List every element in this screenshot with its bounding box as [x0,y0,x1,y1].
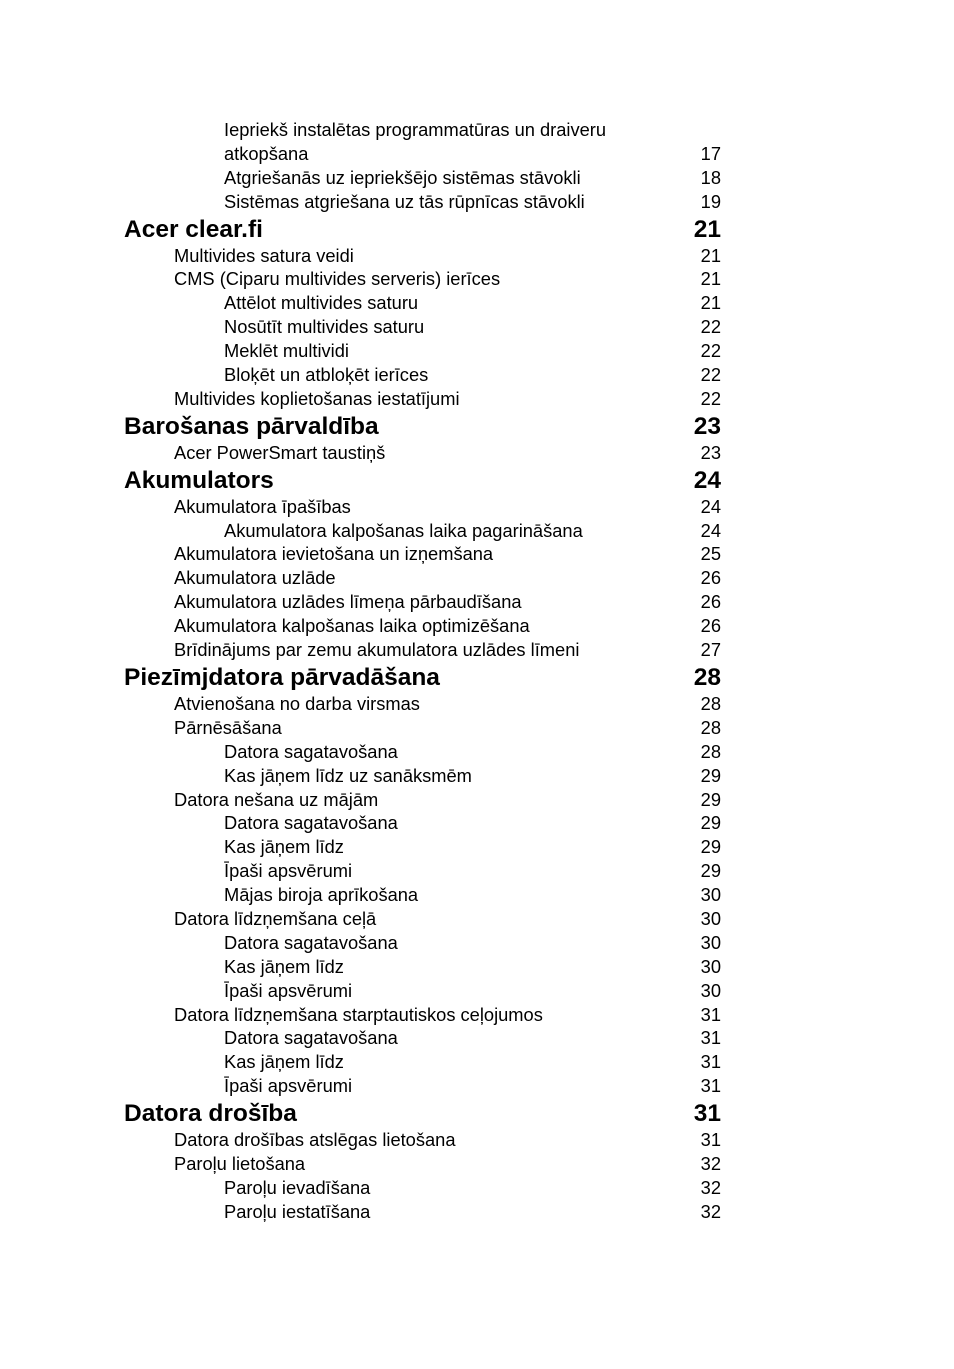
toc-entry[interactable] [0,931,954,955]
toc-entry-title: Datora sagatavošana [224,1027,398,1049]
toc-page-number: 19 [700,190,721,212]
toc-entry[interactable] [0,811,954,835]
toc-entry[interactable] [0,740,954,764]
toc-chapter-entry[interactable] [0,1099,954,1128]
toc-page-number: 23 [693,412,721,440]
toc-entry-title: Datora līdzņemšana starptautiskos ceļojumos [174,1003,543,1025]
toc-entry[interactable] [0,190,954,214]
toc-entry-title: Akumulatora uzlādes līmeņa pārbaudīšana [174,591,522,613]
toc-entry-title: Nosūtīt multivides saturu [224,316,425,338]
table-of-contents [0,118,954,1224]
toc-chapter-entry[interactable] [0,215,954,244]
toc-page-number: 28 [700,740,721,762]
toc-page-number: 26 [700,591,721,613]
toc-page-number: 25 [700,543,721,565]
toc-entry-title: Bloķēt un atbloķēt ierīces [224,364,429,386]
toc-page-number: 26 [700,567,721,589]
toc-page-number: 21 [700,268,721,290]
toc-entry-title: Kas jāņem līdz [224,955,344,977]
toc-chapter-entry[interactable] [0,663,954,692]
toc-entry-title: Kas jāņem līdz uz sanāksmēm [224,764,472,786]
toc-entry[interactable] [0,1176,954,1200]
toc-entry[interactable] [0,1074,954,1098]
toc-entry-title: Atvienošana no darba virsmas [174,692,420,714]
toc-entry-title: Meklēt multividi [224,340,349,362]
toc-page-number: 28 [700,716,721,738]
toc-entry[interactable] [0,267,954,291]
toc-entry-title: Datora sagatavošana [224,812,398,834]
toc-page-number: 21 [700,292,721,314]
toc-entry-title: Paroļu iestatīšana [224,1200,371,1222]
toc-entry-title: Datora sagatavošana [224,740,398,762]
toc-entry[interactable] [0,1003,954,1027]
toc-page-number: 31 [700,1051,721,1073]
toc-page-number: 29 [700,860,721,882]
toc-entry[interactable] [0,291,954,315]
toc-page-number: 24 [700,495,721,517]
toc-page-number: 17 [700,142,721,164]
toc-entry-title: Kas jāņem līdz [224,1051,344,1073]
toc-entry-title: Datora drošības atslēgas lietošana [174,1129,456,1151]
toc-entry-title: Datora līdzņemšana ceļā [174,907,377,929]
toc-entry[interactable] [0,1128,954,1152]
toc-entry[interactable] [0,315,954,339]
toc-entry[interactable] [0,339,954,363]
toc-entry-title: Kas jāņem līdz [224,836,344,858]
toc-entry[interactable] [0,692,954,716]
toc-entry-title: Akumulatora kalpošanas laika pagarināšana [224,519,583,541]
toc-entry-title: Datora sagatavošana [224,931,398,953]
toc-page-number: 22 [700,364,721,386]
toc-page-number: 26 [700,615,721,637]
toc-entry[interactable] [0,542,954,566]
toc-entry-title: Īpaši apsvērumi [224,1075,353,1097]
toc-entry[interactable] [0,244,954,268]
toc-entry[interactable] [0,387,954,411]
toc-entry[interactable] [0,955,954,979]
toc-entry[interactable] [0,166,954,190]
toc-page-number: 29 [700,812,721,834]
toc-page-number: 30 [700,931,721,953]
toc-entry[interactable] [0,590,954,614]
toc-entry[interactable] [0,859,954,883]
toc-page-number: 31 [700,1027,721,1049]
toc-entry[interactable] [0,835,954,859]
toc-entry-title: Akumulators [124,466,274,494]
toc-page-number: 21 [693,215,721,243]
toc-page-number: 31 [700,1129,721,1151]
toc-entry-title: Iepriekš instalētas programmatūras un draiveru atkopšana [224,119,607,164]
toc-page-number: 32 [700,1152,721,1174]
toc-page-number: 21 [700,244,721,266]
toc-entry[interactable] [0,764,954,788]
toc-page-number: 29 [700,764,721,786]
toc-entry-title: Multivides koplietošanas iestatījumi [174,387,460,409]
toc-entry-title: Acer clear.fi [124,215,263,243]
toc-entry[interactable] [0,1200,954,1224]
toc-entry[interactable] [0,716,954,740]
toc-entry-title: Datora nešana uz mājām [174,788,379,810]
toc-entry[interactable] [0,883,954,907]
toc-page-number: 22 [700,340,721,362]
toc-entry-title: Brīdinājums par zemu akumulatora uzlādes līmeni [174,639,580,661]
toc-entry-title: Īpaši apsvērumi [224,979,353,1001]
toc-entry[interactable] [0,1050,954,1074]
toc-entry[interactable] [0,495,954,519]
toc-page-number: 30 [700,955,721,977]
toc-entry[interactable] [0,907,954,931]
toc-entry-title: Piezīmjdatora pārvadāšana [124,663,440,691]
toc-entry[interactable] [0,566,954,590]
toc-entry-title: Akumulatora īpašības [174,495,351,517]
toc-entry-title: Mājas biroja aprīkošana [224,884,419,906]
toc-page-number: 28 [700,692,721,714]
toc-chapter-entry[interactable] [0,412,954,441]
toc-entry[interactable] [0,614,954,638]
toc-page-number: 30 [700,907,721,929]
toc-page-number: 32 [700,1176,721,1198]
toc-entry-title: Sistēmas atgriešana uz tās rūpnīcas stāvokli [224,190,585,212]
toc-page-number: 22 [700,387,721,409]
toc-entry[interactable] [0,638,954,662]
toc-entry[interactable] [0,118,954,166]
toc-page-number: 18 [700,166,721,188]
toc-entry-title: Paroļu lietošana [174,1152,306,1174]
toc-entry[interactable] [0,519,954,543]
toc-entry[interactable] [0,1026,954,1050]
toc-page-number: 22 [700,316,721,338]
toc-page-number: 29 [700,788,721,810]
toc-entry-title: Pārnēsāšana [174,716,282,738]
toc-chapter-entry[interactable] [0,466,954,495]
toc-page-number: 32 [700,1200,721,1222]
toc-entry-title: Īpaši apsvērumi [224,860,353,882]
toc-entry[interactable] [0,363,954,387]
toc-page-number: 31 [700,1075,721,1097]
toc-entry-title: Attēlot multivides saturu [224,292,419,314]
toc-entry-title: Akumulatora kalpošanas laika optimizēšana [174,615,530,637]
toc-page-number: 27 [700,639,721,661]
toc-page-number: 30 [700,884,721,906]
toc-page-number: 31 [693,1100,721,1128]
toc-page-number: 24 [700,519,721,541]
toc-page-number: 29 [700,836,721,858]
toc-entry-title: Akumulatora ievietošana un izņemšana [174,543,494,565]
toc-entry[interactable] [0,979,954,1003]
toc-entry-title: Multivides satura veidi [174,244,354,266]
toc-page-number: 24 [693,466,721,494]
toc-entry[interactable] [0,441,954,465]
toc-entry[interactable] [0,788,954,812]
toc-page-number: 23 [700,441,721,463]
toc-entry-title: Paroļu ievadīšana [224,1176,371,1198]
toc-entry-title: Akumulatora uzlāde [174,567,336,589]
toc-page-number: 31 [700,1003,721,1025]
toc-entry[interactable] [0,1152,954,1176]
toc-entry-title: Acer PowerSmart taustiņš [174,441,386,463]
toc-entry-title: Barošanas pārvaldība [124,412,379,440]
toc-page-number: 30 [700,979,721,1001]
toc-entry-title: Atgriešanās uz iepriekšējo sistēmas stāvokli [224,166,581,188]
toc-page-number: 28 [693,663,721,691]
toc-entry-title: CMS (Ciparu multivides serveris) ierīces [174,268,501,290]
toc-entry-title: Datora drošība [124,1100,297,1128]
